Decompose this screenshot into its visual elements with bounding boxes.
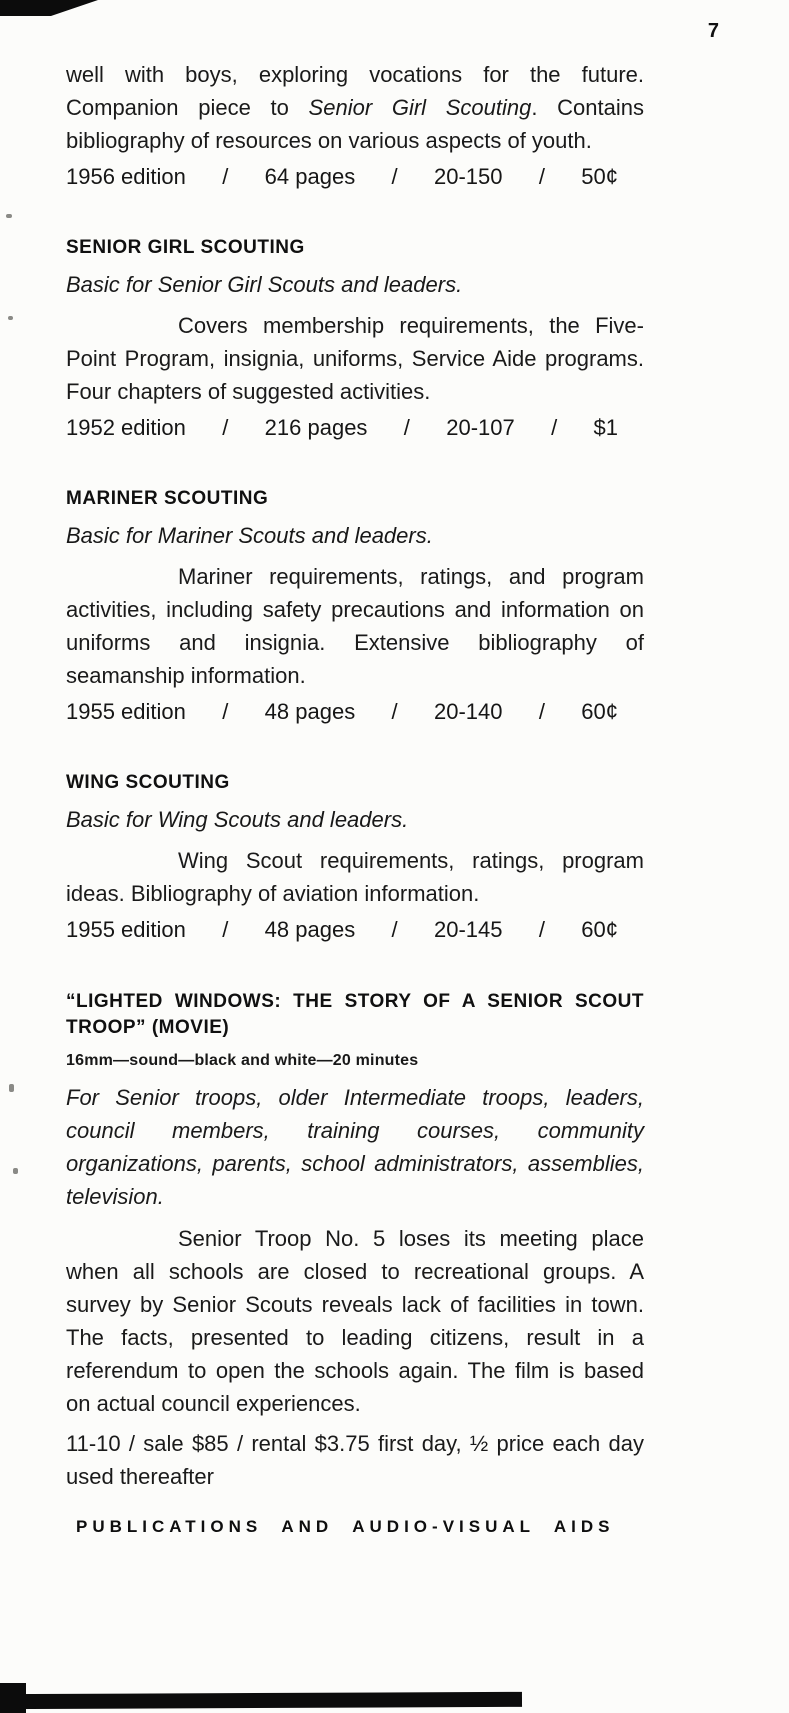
movie-meta-line: 11-10 / sale $85 / rental $3.75 first day, ½ price each day used thereafter <box>66 1431 644 1489</box>
section-heading: MARINER SCOUTING <box>66 488 269 509</box>
meta-edition: 1955 edition <box>66 917 186 942</box>
scan-artifact-bottom-corner <box>0 1683 26 1713</box>
movie-tech-specs: 16mm—sound—black and white—20 minutes <box>66 1052 419 1069</box>
meta-pages: 48 pages <box>264 917 356 942</box>
section-body: Wing Scout requirements, ratings, program ideas. Bibliography of aviation information. <box>66 848 644 906</box>
intro-run-3: . Contains bibliography of resources on various aspects of youth. <box>66 95 644 153</box>
meta-price: 60¢ <box>581 699 618 724</box>
intro-run-1: well with boys, exploring vocations for the future. Companion piece to <box>66 62 644 120</box>
meta-edition: 1955 edition <box>66 699 186 724</box>
scan-artifact-bottom-bar <box>0 1692 522 1709</box>
meta-catalog-number: 20-107 <box>446 415 515 440</box>
meta-separator: / <box>222 917 229 942</box>
scan-speck <box>13 1168 18 1174</box>
section-meta-line <box>66 917 618 943</box>
meta-separator: / <box>222 699 229 724</box>
meta-separator: / <box>403 415 410 440</box>
section-body: Mariner requirements, ratings, and program activities, including safety precautions and information on uniforms and insignia. Extensive bibliography of seamanship information. <box>66 564 644 688</box>
meta-pages: 48 pages <box>264 699 356 724</box>
meta-price: 50¢ <box>581 164 618 189</box>
scan-speck <box>9 1084 14 1092</box>
meta-pages: 64 pages <box>264 164 356 189</box>
section-senior-girl-scouting <box>66 236 644 441</box>
section-heading: WING SCOUTING <box>66 772 230 793</box>
section-mariner-scouting <box>66 487 644 725</box>
meta-price: 60¢ <box>581 917 618 942</box>
meta-edition: 1952 edition <box>66 415 186 440</box>
meta-edition: 1956 edition <box>66 164 186 189</box>
intro-paragraph <box>66 58 644 157</box>
meta-separator: / <box>551 415 558 440</box>
meta-separator: / <box>391 699 398 724</box>
meta-separator: / <box>391 164 398 189</box>
meta-pages: 216 pages <box>264 415 368 440</box>
page-footer: PUBLICATIONS AND AUDIO-VISUAL AIDS <box>76 1517 615 1536</box>
section-subtitle: Basic for Wing Scouts and leaders. <box>66 807 409 832</box>
meta-separator: / <box>538 917 545 942</box>
movie-heading: “LIGHTED WINDOWS: THE STORY OF A SENIOR SCOUT TROOP” (MOVIE) <box>66 991 644 1038</box>
meta-catalog-number: 20-140 <box>433 699 503 724</box>
page-number: 7 <box>707 20 719 42</box>
section-subtitle: Basic for Senior Girl Scouts and leaders. <box>66 272 463 297</box>
meta-catalog-number: 20-145 <box>433 917 503 942</box>
movie-audience: For Senior troops, older Intermediate troops, leaders, council members, training courses, community organizations, parents, school administrators, assemblies, television. <box>66 1085 644 1209</box>
movie-description: Senior Troop No. 5 loses its meeting place when all schools are closed to recreational groups. A survey by Senior Scouts reveals lack of facilities in town. The facts, presented to leading citizens, result in a referendum to open the schools again. The film is based on actual council experiences. <box>66 1226 644 1416</box>
scan-speck <box>8 316 13 320</box>
meta-separator: / <box>391 917 398 942</box>
scan-artifact-top-left <box>0 0 98 16</box>
section-wing-scouting <box>66 771 644 943</box>
page-content <box>66 58 644 1537</box>
meta-price: $1 <box>593 415 618 440</box>
meta-separator: / <box>222 164 229 189</box>
section-lighted-windows-movie <box>66 989 644 1493</box>
section-meta-line <box>66 415 618 441</box>
intro-run-title: Senior Girl Scouting <box>308 95 532 120</box>
section-heading: SENIOR GIRL SCOUTING <box>66 237 305 258</box>
section-subtitle: Basic for Mariner Scouts and leaders. <box>66 523 433 548</box>
intro-meta-line <box>66 164 618 190</box>
meta-separator: / <box>222 415 229 440</box>
section-meta-line <box>66 699 618 725</box>
meta-separator: / <box>538 699 545 724</box>
scan-speck <box>6 214 12 218</box>
section-body: Covers membership requirements, the Five-Point Program, insignia, uniforms, Service Aide programs. Four chapters of suggested activities. <box>66 313 644 404</box>
meta-catalog-number: 20-150 <box>433 164 503 189</box>
meta-separator: / <box>538 164 545 189</box>
